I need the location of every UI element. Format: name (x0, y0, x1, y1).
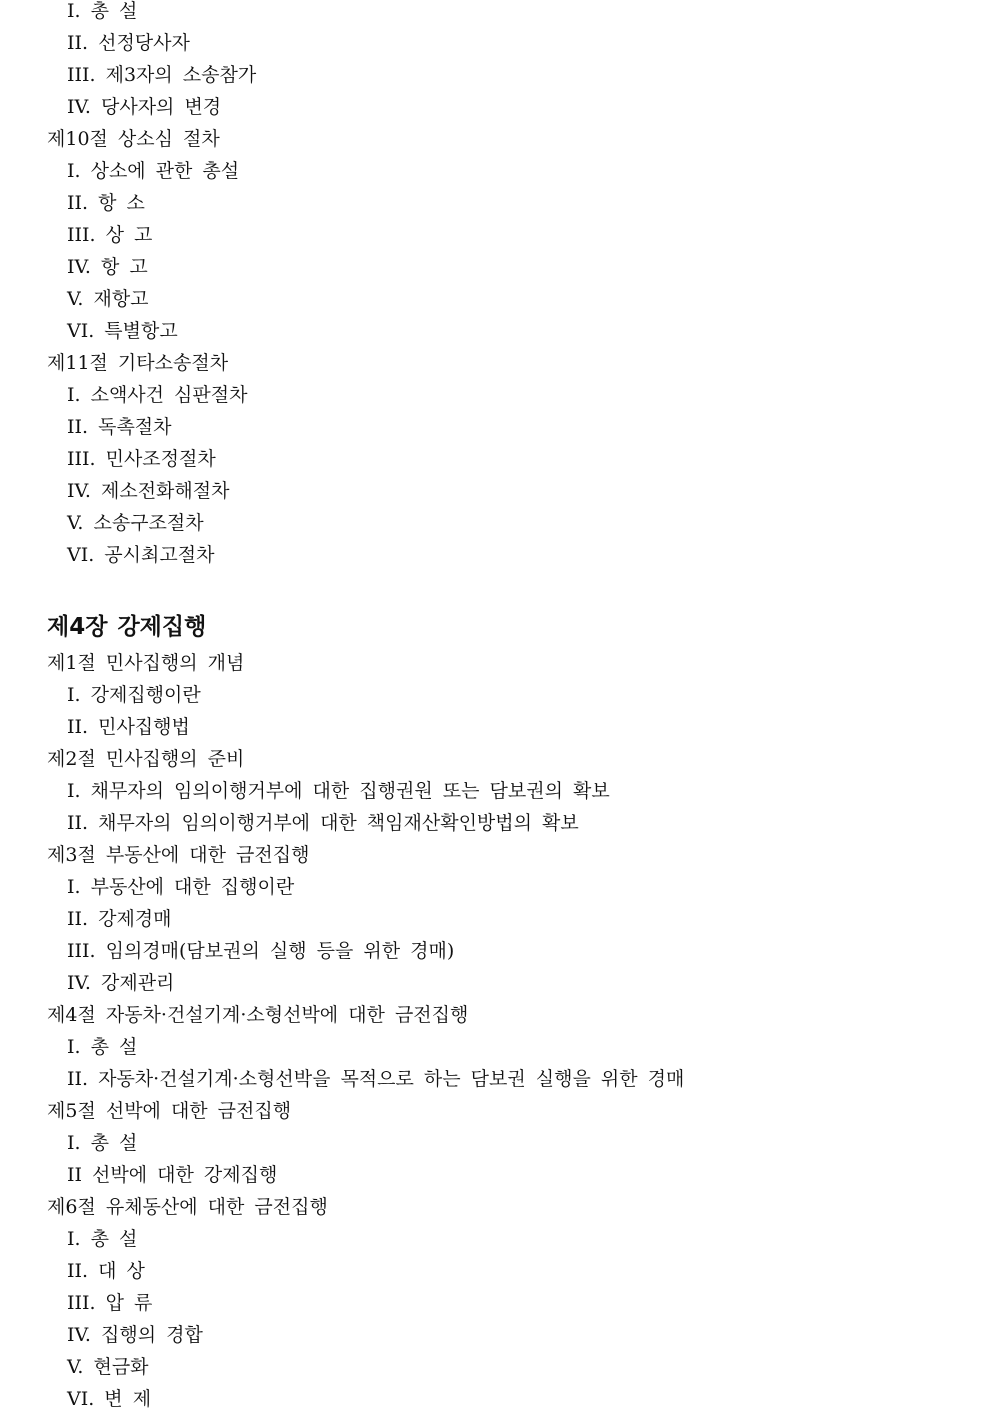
toc-item: VI. 특별항고 (67, 320, 178, 342)
chapter-heading: 제4장 강제집행 (47, 614, 207, 640)
toc-item: II. 민사집행법 (67, 716, 190, 738)
toc-item: II. 선정당사자 (67, 32, 190, 54)
toc-item: I. 총 설 (67, 1228, 138, 1250)
toc-item: I. 채무자의 임의이행거부에 대한 집행권원 또는 담보권의 확보 (67, 780, 610, 802)
toc-item: II 선박에 대한 강제집행 (67, 1164, 278, 1186)
toc-item: III. 압 류 (67, 1292, 153, 1314)
toc-item: IV. 강제관리 (67, 972, 175, 994)
toc-item: I. 부동산에 대한 집행이란 (67, 876, 295, 898)
toc-item: VI. 변 제 (67, 1388, 152, 1410)
section-heading: 제3절 부동산에 대한 금전집행 (47, 844, 310, 866)
toc-item: III. 상 고 (67, 224, 153, 246)
section-heading: 제4절 자동차·건설기계·소형선박에 대한 금전집행 (47, 1004, 469, 1026)
section-heading: 제1절 민사집행의 개념 (47, 652, 245, 674)
toc-item: III. 민사조정절차 (67, 448, 216, 470)
section-heading: 제2절 민사집행의 준비 (47, 748, 245, 770)
toc-item: IV. 항 고 (67, 256, 148, 278)
toc-item: II. 강제경매 (67, 908, 172, 930)
toc-item: IV. 집행의 경합 (67, 1324, 203, 1346)
toc-item: V. 현금화 (67, 1356, 149, 1378)
section-heading: 제5절 선박에 대한 금전집행 (47, 1100, 292, 1122)
toc-item: II. 독촉절차 (67, 416, 172, 438)
toc-item: V. 재항고 (67, 288, 149, 310)
section-heading: 제11절 기타소송절차 (47, 352, 229, 374)
toc-item: I. 총 설 (67, 1132, 138, 1154)
section-heading: 제6절 유체동산에 대한 금전집행 (47, 1196, 328, 1218)
toc-item: I. 총 설 (67, 0, 138, 22)
toc-item: II. 자동차·건설기계·소형선박을 목적으로 하는 담보권 실행을 위한 경매 (67, 1068, 685, 1090)
toc-item: III. 제3자의 소송참가 (67, 64, 257, 86)
toc-item: III. 임의경매(담보권의 실행 등을 위한 경매) (67, 940, 455, 962)
chapter-spacer (0, 571, 992, 610)
toc-item: I. 상소에 관한 총설 (67, 160, 240, 182)
toc-item: I. 총 설 (67, 1036, 138, 1058)
toc-item: II. 항 소 (67, 192, 145, 214)
toc-item: II. 채무자의 임의이행거부에 대한 책임재산확인방법의 확보 (67, 812, 579, 834)
toc-item: I. 소액사건 심판절차 (67, 384, 248, 406)
toc-item: IV. 제소전화해절차 (67, 480, 230, 502)
section-heading: 제10절 상소심 절차 (47, 128, 220, 150)
toc-item: II. 대 상 (67, 1260, 145, 1282)
toc-item: VI. 공시최고절차 (67, 544, 215, 566)
toc-item: I. 강제집행이란 (67, 684, 201, 706)
toc-item: IV. 당사자의 변경 (67, 96, 222, 118)
toc-item: V. 소송구조절차 (67, 512, 204, 534)
